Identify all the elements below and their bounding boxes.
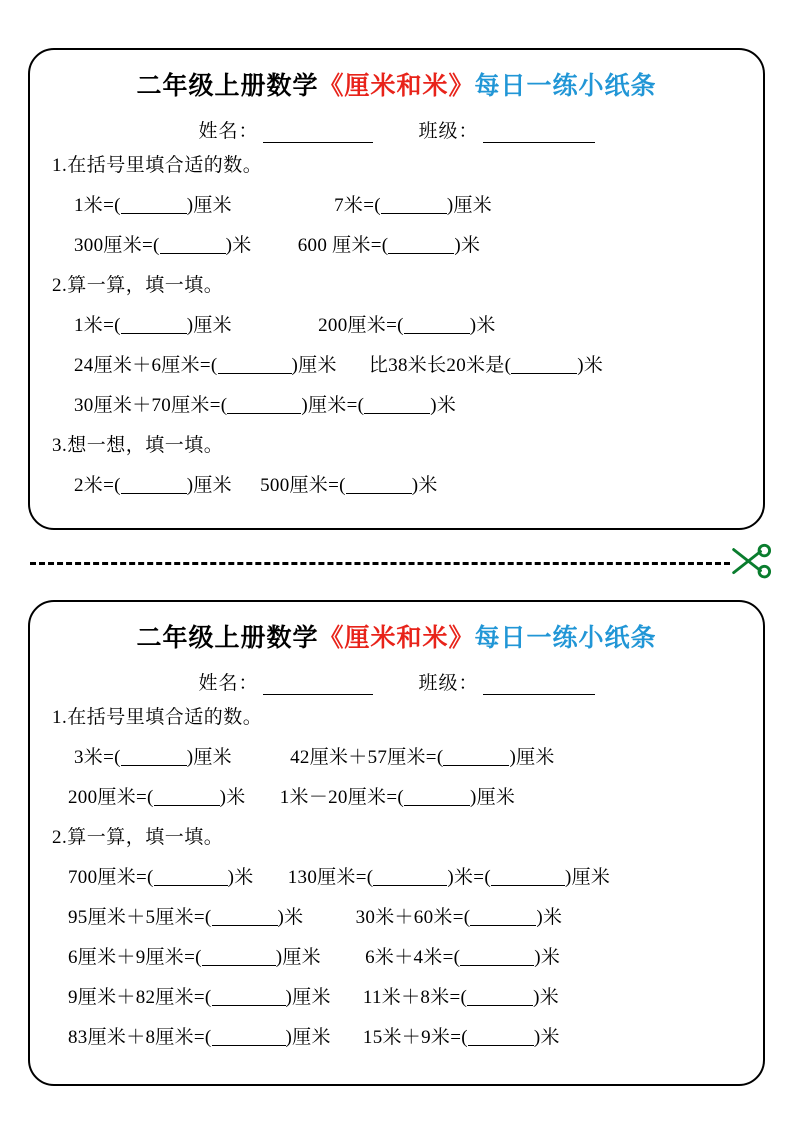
answer-blank[interactable] xyxy=(373,885,447,886)
q-text: )厘米 xyxy=(186,747,232,768)
q-text: 1米=( xyxy=(74,315,121,336)
q-text: )米 xyxy=(577,355,604,376)
q-text: )厘米 xyxy=(186,315,232,336)
q-text: )厘米 xyxy=(275,947,321,968)
question-row xyxy=(68,982,753,1009)
answer-blank[interactable] xyxy=(121,213,187,214)
question-row xyxy=(74,742,753,769)
q-text: 6厘米＋9厘米=( xyxy=(68,947,202,968)
class-input-blank[interactable] xyxy=(483,678,595,695)
class-label: 班级： xyxy=(418,121,479,142)
card-bottom-body xyxy=(40,702,753,1049)
title-segment-practice: 每日一练小纸条 xyxy=(474,625,657,652)
q-text: )米 xyxy=(533,987,560,1008)
q-text: )米 xyxy=(534,947,561,968)
q-text: 2米=( xyxy=(74,475,121,496)
answer-blank[interactable] xyxy=(467,1005,533,1006)
q-text: )米 xyxy=(469,315,496,336)
card-top-body xyxy=(40,150,753,497)
answer-blank[interactable] xyxy=(460,965,534,966)
q-text: )厘米 xyxy=(564,867,611,888)
q-text: 83厘米＋8厘米=( xyxy=(68,1027,212,1048)
q-text: 600 厘米=( xyxy=(297,235,389,256)
q-text: 15米＋9米=( xyxy=(362,1027,468,1048)
q-text: )厘米 xyxy=(291,355,337,376)
title-segment-topic: 《厘米和米》 xyxy=(318,625,475,652)
q-text: 200厘米=( xyxy=(318,315,404,336)
card-title xyxy=(30,66,763,102)
scissors-icon xyxy=(726,540,772,586)
question-row xyxy=(74,190,753,217)
student-info-row xyxy=(30,116,763,143)
question-row xyxy=(68,942,753,969)
answer-blank[interactable] xyxy=(212,1005,286,1006)
answer-blank[interactable] xyxy=(346,493,412,494)
q-text: 30米＋60米=( xyxy=(355,907,471,928)
q-text: 1米=( xyxy=(74,195,121,216)
q-text: 42厘米＋57厘米=( xyxy=(290,747,444,768)
answer-blank[interactable] xyxy=(470,925,536,926)
q-text: )米 xyxy=(225,235,252,256)
q-text: 300厘米=( xyxy=(74,235,160,256)
answer-blank[interactable] xyxy=(202,965,276,966)
class-label: 班级： xyxy=(418,673,479,694)
q-text: )米 xyxy=(454,235,481,256)
q-text: )米 xyxy=(411,475,438,496)
q-text: 比38米长20米是( xyxy=(368,355,512,376)
name-label: 姓名： xyxy=(198,673,259,694)
title-segment-topic: 《厘米和米》 xyxy=(318,73,475,100)
q-text: 95厘米＋5厘米=( xyxy=(68,907,212,928)
q-text: 6米＋4米=( xyxy=(365,947,461,968)
answer-blank[interactable] xyxy=(404,333,470,334)
q-text: 11米＋8米=( xyxy=(362,987,468,1008)
section-heading-1: 1.在括号里填合适的数。 xyxy=(52,155,263,176)
q-text: 700厘米=( xyxy=(68,867,154,888)
q-text: )米 xyxy=(533,1027,560,1048)
question-row xyxy=(74,350,753,377)
q-text: )厘米 xyxy=(469,787,516,808)
q-text: )厘米 xyxy=(285,987,331,1008)
answer-blank[interactable] xyxy=(364,413,430,414)
q-text: 200厘米=( xyxy=(68,787,154,808)
cut-dashed-line xyxy=(30,562,730,565)
section-heading-3: 3.想一想，填一填。 xyxy=(52,435,224,456)
answer-blank[interactable] xyxy=(443,765,509,766)
answer-blank[interactable] xyxy=(381,213,447,214)
title-segment-subject: 二年级上册数学 xyxy=(136,73,319,100)
answer-blank[interactable] xyxy=(388,253,454,254)
q-text: )米 xyxy=(219,787,246,808)
section-heading-1: 1.在括号里填合适的数。 xyxy=(52,707,263,728)
name-label: 姓名： xyxy=(198,121,259,142)
q-text: )米 xyxy=(430,395,457,416)
class-input-blank[interactable] xyxy=(483,126,595,143)
answer-blank[interactable] xyxy=(404,805,470,806)
answer-blank[interactable] xyxy=(154,885,228,886)
question-row xyxy=(68,862,753,889)
title-segment-practice: 每日一练小纸条 xyxy=(474,73,657,100)
answer-blank[interactable] xyxy=(511,373,577,374)
q-text: )米 xyxy=(227,867,254,888)
answer-blank[interactable] xyxy=(491,885,565,886)
answer-blank[interactable] xyxy=(468,1045,534,1046)
question-row xyxy=(74,230,753,257)
question-row xyxy=(74,310,753,337)
q-text: )厘米=( xyxy=(301,395,365,416)
worksheet-card-top xyxy=(28,48,765,530)
q-text: 9厘米＋82厘米=( xyxy=(68,987,212,1008)
section-heading-2: 2.算一算，填一填。 xyxy=(52,275,224,296)
q-text: )厘米 xyxy=(509,747,555,768)
q-text: 7米=( xyxy=(334,195,381,216)
q-text: )厘米 xyxy=(186,475,232,496)
worksheet-card-bottom xyxy=(28,600,765,1086)
answer-blank[interactable] xyxy=(160,253,226,254)
question-row xyxy=(74,470,753,497)
q-text: )厘米 xyxy=(186,195,232,216)
q-text: )米 xyxy=(277,907,304,928)
q-text: 24厘米＋6厘米=( xyxy=(74,355,218,376)
card-title xyxy=(30,618,763,654)
answer-blank[interactable] xyxy=(121,493,187,494)
q-text: )厘米 xyxy=(446,195,493,216)
question-row xyxy=(68,1022,753,1049)
q-text: 30厘米＋70厘米=( xyxy=(74,395,228,416)
name-input-blank[interactable] xyxy=(263,126,373,143)
answer-blank[interactable] xyxy=(212,1045,286,1046)
title-segment-subject: 二年级上册数学 xyxy=(136,625,319,652)
question-row xyxy=(68,782,753,809)
q-text: 130厘米=( xyxy=(287,867,374,888)
question-row xyxy=(74,390,753,417)
q-text: 1米－20厘米=( xyxy=(279,787,404,808)
section-heading-2: 2.算一算，填一填。 xyxy=(52,827,224,848)
answer-blank[interactable] xyxy=(227,413,301,414)
student-info-row xyxy=(30,668,763,695)
q-text: 3米=( xyxy=(74,747,121,768)
answer-blank[interactable] xyxy=(212,925,278,926)
q-text: )米 xyxy=(536,907,563,928)
answer-blank[interactable] xyxy=(121,765,187,766)
answer-blank[interactable] xyxy=(121,333,187,334)
answer-blank[interactable] xyxy=(218,373,292,374)
answer-blank[interactable] xyxy=(154,805,220,806)
q-text: )米=( xyxy=(447,867,491,888)
name-input-blank[interactable] xyxy=(263,678,373,695)
question-row xyxy=(68,902,753,929)
q-text: 500厘米=( xyxy=(260,475,346,496)
q-text: )厘米 xyxy=(285,1027,331,1048)
